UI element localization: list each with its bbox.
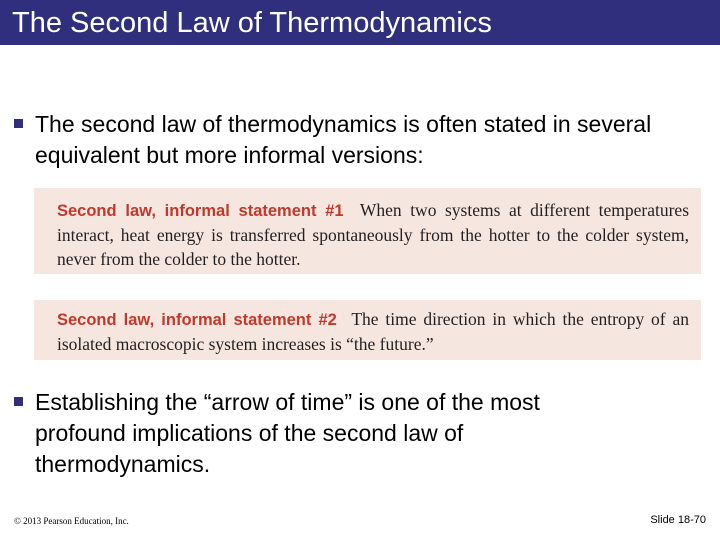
square-bullet-icon (14, 397, 23, 406)
title-bar (0, 0, 720, 45)
statement-box (34, 300, 701, 360)
statement-label: Second law, informal statement #2 (57, 311, 337, 329)
bullet-item (14, 109, 654, 171)
bullet-text: The second law of thermodynamics is often stated in several equivalent but more informal versions: (35, 111, 652, 168)
bullet-item (14, 387, 624, 480)
statement-label: Second law, informal statement #1 (57, 202, 344, 220)
statement-text: The time direction in which the entropy of an isolated macroscopic system increases is “the future.” (57, 309, 689, 354)
statement-box (34, 188, 701, 274)
slide-title: The Second Law of Thermodynamics (12, 7, 492, 39)
square-bullet-icon (14, 119, 23, 128)
bullet-text: Establishing the “arrow of time” is one of the most profound implications of the second law of thermodynamics. (35, 389, 540, 477)
statement-text: When two systems at different temperatures interact, heat energy is transferred spontaneously from the hotter to the colder system, never from the colder to the hotter. (57, 200, 690, 269)
copyright-notice: © 2013 Pearson Education, Inc. (14, 516, 129, 526)
slide-number: Slide 18-70 (650, 514, 706, 526)
